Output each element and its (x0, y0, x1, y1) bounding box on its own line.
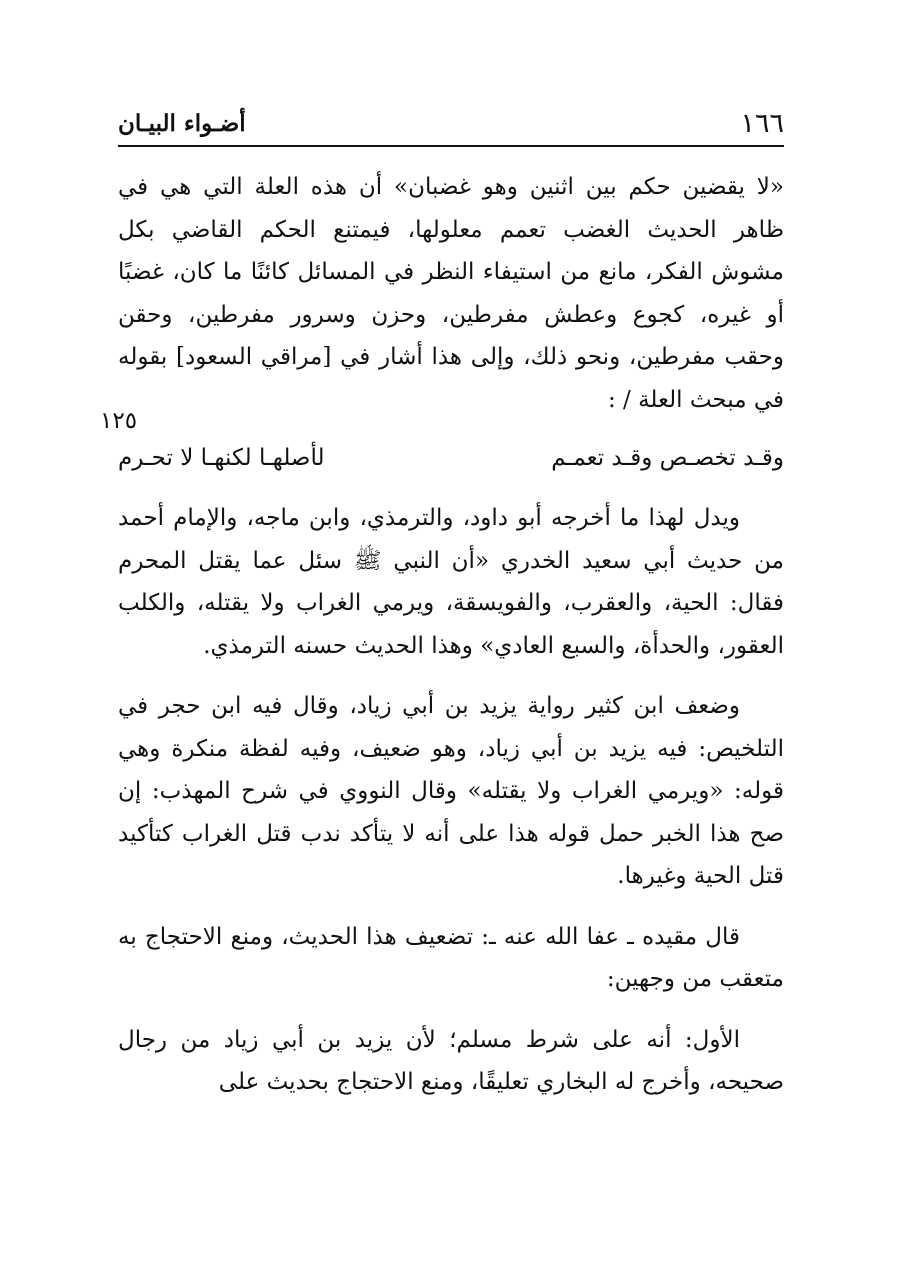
verse-line (118, 437, 784, 479)
margin-line-number: ١٢٥ (100, 408, 138, 434)
page-body (118, 166, 784, 1104)
page-number: ١٦٦ (740, 108, 784, 139)
header-rule (118, 145, 784, 147)
verse-hemistich-2: لأصلهـا لكنهـا لا تحـرم (118, 445, 325, 471)
page-header (118, 104, 784, 144)
verse-hemistich-1: وقـد تخصـص وقـد تعمـم (551, 445, 784, 471)
paragraph-4: قال مقيده ـ عفا الله عنه ـ: تضعيف هذا الحديث، ومنع الاحتجاج به متعقب من وجهين: (118, 923, 784, 992)
paragraph-2: ويدل لهذا ما أخرجه أبو داود، والترمذي، وابن ماجه، والإمام أحمد من حديث أبي سعيد الخدري «أن النبي ﷺ سئل عما يقتل المحرم فقال: الحية، والعقرب، والفويسقة، ويرمي الغراب ولا يقتله، والكلب العقور، والحدأة، والسبع العادي» وهذا الحديث حسنه الترمذي. (118, 505, 784, 659)
book-title: أضـواء البيـان (118, 110, 246, 137)
paragraph-1: «لا يقضين حكم بين اثنين وهو غضبان» أن هذه العلة التي هي في ظاهر الحديث الغضب تعمم معلولها، فيمتنع الحكم القاضي بكل مشوش الفكر، مانع من استيفاء النظر في المسائل كائنًا ما كان، غضبًا أو غيره، كجوع وعطش مفرطين، وحزن وسرور مفرطين، وحقن وحقب مفرطين، ونحو ذلك، وإلى هذا أشار في [مراقي السعود] بقوله في مبحث العلة / : (118, 174, 784, 413)
paragraph-5: الأول: أنه على شرط مسلم؛ لأن يزيد بن أبي زياد من رجال صحيحه، وأخرج له البخاري تعليقًا، ومنع الاحتجاج بحديث على (118, 1026, 784, 1095)
paragraph-3: وضعف ابن كثير رواية يزيد بن أبي زياد، وقال فيه ابن حجر في التلخيص: فيه يزيد بن أبي زياد، وهو ضعيف، وفيه لفظة منكرة وهي قوله: «ويرمي الغراب ولا يقتله» وقال النووي في شرح المهذب: إن صح هذا الخبر حمل قوله هذا على أنه لا يتأكد ندب قتل الغراب كتأكيد قتل الحية وغيرها. (118, 693, 784, 889)
